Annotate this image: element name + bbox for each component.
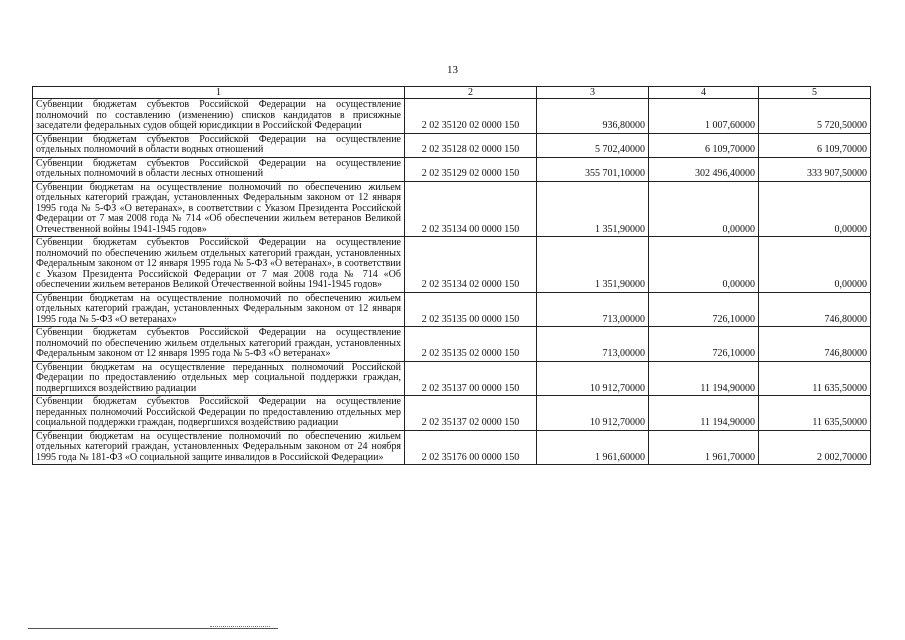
code-cell: 2 02 35137 00 0000 150: [405, 361, 537, 396]
table-row: [33, 157, 871, 181]
header-cell: 2: [405, 87, 537, 99]
value-2021-cell: 1 961,60000: [537, 430, 649, 465]
value-2021-cell: 10 912,70000: [537, 361, 649, 396]
value-2023-cell: 0,00000: [759, 237, 871, 293]
table-row: [33, 327, 871, 362]
code-cell: 2 02 35135 00 0000 150: [405, 292, 537, 327]
value-2023-cell: 6 109,70000: [759, 133, 871, 157]
code-cell: 2 02 35134 02 0000 150: [405, 237, 537, 293]
value-2022-cell: 0,00000: [649, 237, 759, 293]
table-header-row: [33, 87, 871, 99]
footer-dotted-rule: [210, 626, 270, 627]
value-2022-cell: 726,10000: [649, 327, 759, 362]
description-cell: Субвенции бюджетам на осуществление полномочий по обеспечению жильем отдельных категорий граждан, установленных Федеральным законом от 12 января 1995 года № 5-ФЗ «О ветеранах»: [33, 292, 405, 327]
page-number: 13: [447, 64, 458, 76]
value-2021-cell: 713,00000: [537, 292, 649, 327]
value-2023-cell: 5 720,50000: [759, 99, 871, 134]
code-cell: 2 02 35129 02 0000 150: [405, 157, 537, 181]
table-row: [33, 430, 871, 465]
description-cell: Субвенции бюджетам субъектов Российской Федерации на осуществление отдельных полномочий в области водных отношений: [33, 133, 405, 157]
value-2022-cell: 11 194,90000: [649, 396, 759, 431]
description-cell: Субвенции бюджетам субъектов Российской Федерации на осуществление полномочий по составлению (изменению) списков кандидатов в присяжные заседатели федеральных судов общей юрисдикции в Российской Федерации: [33, 99, 405, 134]
table-row: [33, 181, 871, 237]
value-2021-cell: 936,80000: [537, 99, 649, 134]
value-2022-cell: 726,10000: [649, 292, 759, 327]
description-cell: Субвенции бюджетам субъектов Российской Федерации на осуществление полномочий по обеспечению жильем отдельных категорий граждан, установленных Федеральным законом от 12 января 1995 года № 5-ФЗ «О ветеранах», в соответствии с Указом Президента Российской Федерации от 7 мая 2008 года № 714 «Об обеспечении жильем ветеранов Великой Отечественной войны 1941-1945 годов»: [33, 237, 405, 293]
value-2021-cell: 713,00000: [537, 327, 649, 362]
header-cell: 4: [649, 87, 759, 99]
value-2022-cell: 1 007,60000: [649, 99, 759, 134]
description-cell: Субвенции бюджетам на осуществление полномочий по обеспечению жильем отдельных категорий граждан, установленных Федеральным законом от 24 ноября 1995 года № 181-ФЗ «О социальной защите инвалидов в Российской Федерации»: [33, 430, 405, 465]
value-2023-cell: 2 002,70000: [759, 430, 871, 465]
table-row: [33, 292, 871, 327]
code-cell: 2 02 35120 02 0000 150: [405, 99, 537, 134]
header-cell: 5: [759, 87, 871, 99]
value-2021-cell: 5 702,40000: [537, 133, 649, 157]
value-2023-cell: 11 635,50000: [759, 361, 871, 396]
value-2023-cell: 746,80000: [759, 327, 871, 362]
footer-rule: [28, 628, 278, 629]
table-row: [33, 99, 871, 134]
description-cell: Субвенции бюджетам на осуществление переданных полномочий Российской Федерации по предоставлению отдельных мер социальной поддержки граждан, подвергшихся воздействию радиации: [33, 361, 405, 396]
value-2021-cell: 355 701,10000: [537, 157, 649, 181]
code-cell: 2 02 35134 00 0000 150: [405, 181, 537, 237]
description-cell: Субвенции бюджетам субъектов Российской Федерации на осуществление переданных полномочий Российской Федерации по предоставлению отдельных мер социальной поддержки граждан, подвергшихся воздействию радиации: [33, 396, 405, 431]
value-2022-cell: 11 194,90000: [649, 361, 759, 396]
description-cell: Субвенции бюджетам субъектов Российской Федерации на осуществление полномочий по обеспечению жильем отдельных категорий граждан, установленных Федеральным законом от 12 января 1995 года № 5-ФЗ «О ветеранах»: [33, 327, 405, 362]
table-row: [33, 133, 871, 157]
code-cell: 2 02 35135 02 0000 150: [405, 327, 537, 362]
value-2023-cell: 746,80000: [759, 292, 871, 327]
budget-table: [32, 86, 871, 465]
table-row: [33, 361, 871, 396]
table-row: [33, 396, 871, 431]
description-cell: Субвенции бюджетам субъектов Российской Федерации на осуществление отдельных полномочий в области лесных отношений: [33, 157, 405, 181]
value-2022-cell: 6 109,70000: [649, 133, 759, 157]
code-cell: 2 02 35128 02 0000 150: [405, 133, 537, 157]
value-2023-cell: 11 635,50000: [759, 396, 871, 431]
value-2023-cell: 333 907,50000: [759, 157, 871, 181]
description-cell: Субвенции бюджетам на осуществление полномочий по обеспечению жильем отдельных категорий граждан, установленных Федеральным законом от 12 января 1995 года № 5-ФЗ «О ветеранах», в соответствии с Указом Президента Российской Федерации от 7 мая 2008 года № 714 «Об обеспечении жильем ветеранов Великой Отечественной войны 1941-1945 годов»: [33, 181, 405, 237]
code-cell: 2 02 35176 00 0000 150: [405, 430, 537, 465]
value-2023-cell: 0,00000: [759, 181, 871, 237]
code-cell: 2 02 35137 02 0000 150: [405, 396, 537, 431]
table-row: [33, 237, 871, 293]
value-2022-cell: 0,00000: [649, 181, 759, 237]
value-2022-cell: 1 961,70000: [649, 430, 759, 465]
header-cell: 1: [33, 87, 405, 99]
header-cell: 3: [537, 87, 649, 99]
value-2021-cell: 1 351,90000: [537, 237, 649, 293]
value-2021-cell: 10 912,70000: [537, 396, 649, 431]
value-2021-cell: 1 351,90000: [537, 181, 649, 237]
value-2022-cell: 302 496,40000: [649, 157, 759, 181]
